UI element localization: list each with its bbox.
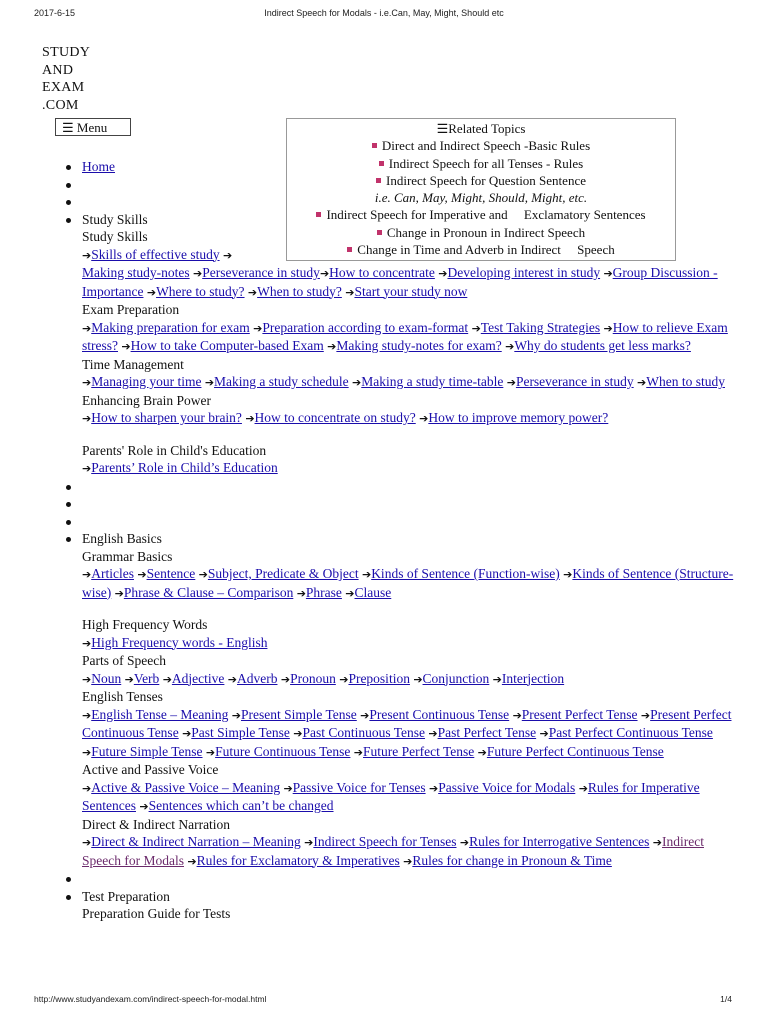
- arrow-icon: ➔: [253, 321, 263, 335]
- arrow-icon: ➔: [227, 672, 237, 686]
- link-developing-interest[interactable]: Developing interest in study: [447, 265, 601, 280]
- arrow-icon: ➔: [222, 248, 233, 262]
- arrow-icon: ➔: [82, 672, 92, 686]
- link-indirect-modals[interactable]: Indirect Speech for Modals: [82, 834, 704, 868]
- link-concentrate-study[interactable]: How to concentrate on study?: [254, 410, 416, 425]
- link-narration-meaning[interactable]: Direct & Indirect Narration – Meaning: [91, 834, 301, 849]
- grammar-heading: Grammar Basics: [82, 548, 173, 564]
- arrow-icon: ➔: [82, 708, 92, 722]
- arrow-icon: ➔: [82, 321, 92, 335]
- arrow-icon: ➔: [82, 636, 92, 650]
- arrow-icon: ➔: [82, 462, 92, 475]
- arrow-icon: ➔: [327, 340, 337, 353]
- link-phrase[interactable]: Phrase: [305, 584, 342, 600]
- link-making-study-notes[interactable]: Making study-notes: [82, 265, 190, 280]
- arrow-icon: ➔: [204, 376, 215, 389]
- print-title: Indirect Speech for Modals - i.e.Can, May, Might, Should etc: [264, 8, 504, 18]
- arrow-icon: ➔: [82, 412, 92, 425]
- nav-item-test-prep: [64, 888, 744, 923]
- brain-links: [82, 409, 744, 428]
- arrow-icon: ➔: [283, 781, 293, 795]
- page-number: 1/4: [720, 994, 732, 1004]
- pos-links: [82, 670, 744, 689]
- tenses-heading: English Tenses: [82, 689, 163, 704]
- nav-item-empty: [64, 193, 744, 211]
- arrow-icon: ➔: [82, 248, 92, 262]
- spacer: [82, 428, 744, 442]
- link-past-continuous[interactable]: Past Continuous Tense: [302, 725, 425, 740]
- arrow-icon: ➔: [82, 568, 92, 581]
- link-future-perfect[interactable]: Future Perfect Tense: [363, 743, 475, 759]
- link-exam-stress[interactable]: How to relieve Exam stress?: [82, 319, 728, 353]
- arrow-icon: ➔: [477, 745, 487, 759]
- nav-item-study-skills: [64, 211, 744, 478]
- link-future-continuous[interactable]: Future Continuous Tense: [215, 743, 351, 759]
- print-url: http://www.studyandexam.com/indirect-speech-for-modal.html: [34, 994, 267, 1004]
- arrow-icon: ➔: [137, 568, 147, 581]
- arrow-icon: ➔: [492, 672, 502, 686]
- arrow-icon: ➔: [82, 781, 92, 795]
- link-skills-effective-study[interactable]: Skills of effective study: [91, 246, 220, 262]
- arrow-icon: ➔: [345, 285, 355, 299]
- link-memory-power[interactable]: How to improve memory power?: [428, 410, 609, 425]
- arrow-icon: ➔: [82, 376, 92, 389]
- menu-button[interactable]: [55, 118, 131, 136]
- arrow-icon: ➔: [293, 727, 303, 740]
- nav-item-empty: [64, 870, 744, 888]
- arrow-icon: ➔: [114, 586, 124, 600]
- home-link[interactable]: Home: [82, 159, 115, 174]
- arrow-icon: ➔: [124, 672, 134, 686]
- link-passive-modals[interactable]: Passive Voice for Modals: [438, 779, 576, 795]
- test-prep-heading: Preparation Guide for Tests: [82, 906, 231, 921]
- link-interrogative-rules[interactable]: Rules for Interrogative Sentences: [469, 834, 650, 849]
- arrow-icon: ➔: [231, 708, 241, 722]
- link-past-perfect[interactable]: Past Perfect Tense: [437, 725, 537, 740]
- related-topics-title[interactable]: ☰Related Topics: [436, 121, 526, 136]
- link-less-marks[interactable]: Why do students get less marks?: [514, 338, 691, 353]
- related-topic-item[interactable]: Direct and Indirect Speech -Basic Rules: [287, 137, 675, 154]
- arrow-icon: ➔: [360, 708, 370, 722]
- arrow-icon: ➔: [187, 854, 197, 868]
- link-pronoun-time[interactable]: Rules for change in Pronoun & Time: [412, 852, 612, 868]
- related-topic-item[interactable]: Indirect Speech for all Tenses - Rules: [287, 155, 675, 172]
- nav-item-empty: [64, 478, 744, 496]
- arrow-icon: ➔: [603, 267, 613, 280]
- site-logo[interactable]: [42, 44, 90, 114]
- arrow-icon: ➔: [247, 285, 258, 299]
- grammar-links: [82, 565, 744, 602]
- link-perseverance-2[interactable]: Perseverance in study: [515, 374, 634, 389]
- arrow-icon: ➔: [352, 376, 362, 389]
- link-exclamatory-rules[interactable]: Rules for Exclamatory & Imperatives: [196, 852, 400, 868]
- link-when-to-study-2[interactable]: When to study: [646, 374, 725, 389]
- study-skills-links: [82, 246, 744, 302]
- arrow-icon: ➔: [361, 568, 372, 581]
- arrow-icon: ➔: [505, 340, 515, 353]
- link-indirect-tenses[interactable]: Indirect Speech for Tenses: [313, 834, 457, 849]
- link-present-perfect[interactable]: Present Perfect Tense: [521, 706, 638, 722]
- link-start-study[interactable]: Start your study now: [354, 283, 468, 299]
- parents-links: [82, 459, 744, 478]
- arrow-icon: ➔: [296, 586, 306, 600]
- main-nav: [64, 158, 744, 923]
- time-mgmt-links: [82, 373, 744, 392]
- related-topic-item[interactable]: Indirect Speech for Question Sentence: [287, 172, 675, 189]
- brain-heading: Enhancing Brain Power: [82, 392, 211, 408]
- parents-heading: Parents' Role in Child's Education: [82, 442, 267, 458]
- link-when-to-study[interactable]: When to study?: [257, 283, 342, 299]
- link-sentence[interactable]: Sentence: [146, 566, 196, 581]
- link-test-strategies[interactable]: Test Taking Strategies: [480, 319, 601, 335]
- arrow-icon: ➔: [182, 727, 192, 740]
- hfw-links: [82, 634, 744, 653]
- pos-heading: Parts of Speech: [82, 653, 166, 668]
- link-subject-predicate[interactable]: Subject, Predicate & Object: [207, 566, 359, 581]
- arrow-icon: ➔: [428, 781, 439, 795]
- study-skills-label: Study Skills: [82, 211, 148, 227]
- narration-heading: Direct & Indirect Narration: [82, 816, 231, 832]
- arrow-icon: ➔: [413, 672, 423, 686]
- arrow-icon: ➔: [506, 376, 516, 389]
- arrow-icon: ➔: [603, 321, 613, 335]
- test-prep-label: Test Preparation: [82, 888, 170, 904]
- arrow-icon: ➔: [345, 586, 355, 600]
- link-exam-notes[interactable]: Making study-notes for exam?: [336, 338, 502, 353]
- arrow-icon: ➔: [438, 267, 448, 280]
- arrow-icon: ➔: [162, 672, 172, 686]
- related-topic-item[interactable]: Indirect Speech for Imperative and Exclamatory Sentences: [287, 206, 675, 223]
- link-conjunction[interactable]: Conjunction: [422, 670, 490, 686]
- time-mgmt-heading: Time Management: [82, 356, 184, 372]
- nav-item-english-basics: [64, 530, 744, 870]
- hamburger-icon: ☰: [436, 121, 449, 136]
- arrow-icon: ➔: [280, 672, 291, 686]
- arrow-icon: ➔: [205, 745, 216, 759]
- link-adverb[interactable]: Adverb: [236, 670, 278, 686]
- link-present-simple[interactable]: Present Simple Tense: [240, 706, 357, 722]
- link-kinds-structure[interactable]: Kinds of Sentence (Structure-wise): [82, 566, 734, 600]
- print-date: 2017-6-15: [34, 8, 76, 18]
- link-interjection[interactable]: Interjection: [501, 670, 565, 686]
- link-how-to-concentrate[interactable]: How to concentrate: [329, 265, 435, 280]
- arrow-icon: ➔: [339, 672, 349, 686]
- arrow-icon: ➔: [121, 340, 131, 353]
- arrow-icon: ➔: [304, 836, 314, 849]
- link-study-schedule[interactable]: Making a study schedule: [214, 374, 349, 389]
- link-phrase-clause[interactable]: Phrase & Clause – Comparison: [123, 584, 294, 600]
- link-parents-role[interactable]: Parents’ Role in Child’s Education: [91, 460, 278, 475]
- narration-links: [82, 833, 744, 870]
- link-sharpen-brain[interactable]: How to sharpen your brain?: [91, 410, 242, 425]
- arrow-icon: ➔: [640, 708, 651, 722]
- link-future-simple[interactable]: Future Simple Tense: [91, 743, 203, 759]
- square-bullet-icon: [372, 143, 377, 148]
- arrow-icon: ➔: [82, 836, 92, 849]
- arrow-icon: ➔: [563, 568, 573, 581]
- arrow-icon: ➔: [198, 568, 208, 581]
- link-adjective[interactable]: Adjective: [171, 670, 225, 686]
- link-preposition[interactable]: Preposition: [348, 670, 410, 686]
- link-group-discussion[interactable]: Group Discussion - Importance: [82, 265, 718, 299]
- arrow-icon: ➔: [403, 854, 413, 868]
- arrow-icon: ➔: [652, 836, 662, 849]
- link-exam-format[interactable]: Preparation according to exam-format: [262, 319, 469, 335]
- arrow-icon: ➔: [139, 800, 149, 813]
- arrow-icon: ➔: [578, 781, 588, 795]
- menu-label: Menu: [76, 120, 108, 135]
- study-skills-heading: Study Skills: [82, 229, 148, 244]
- arrow-icon: ➔: [539, 727, 549, 740]
- exam-prep-links: [82, 319, 744, 356]
- english-basics-label: English Basics: [82, 531, 162, 546]
- link-study-timetable[interactable]: Making a study time-table: [361, 374, 504, 389]
- link-kinds-function[interactable]: Kinds of Sentence (Function-wise): [371, 566, 560, 581]
- arrow-icon: ➔: [353, 745, 364, 759]
- spacer: [82, 602, 744, 616]
- arrow-icon: ➔: [459, 836, 470, 849]
- voice-links: [82, 779, 744, 816]
- link-present-continuous[interactable]: Present Continuous Tense: [369, 706, 510, 722]
- nav-item-empty: [64, 176, 744, 194]
- link-pronoun[interactable]: Pronoun: [290, 670, 336, 686]
- link-articles[interactable]: Articles: [91, 566, 134, 581]
- related-topic-item[interactable]: Change in Time and Adverb in Indirect Speech: [287, 241, 675, 258]
- link-computer-exam[interactable]: How to take Computer-based Exam: [130, 338, 324, 353]
- link-voice-meaning[interactable]: Active & Passive Voice – Meaning: [91, 779, 281, 795]
- logo-line: EXAM: [42, 80, 85, 95]
- link-verb[interactable]: Verb: [133, 670, 160, 686]
- link-future-perfect-continuous[interactable]: Future Perfect Continuous Tense: [486, 743, 664, 759]
- nav-item-empty: [64, 513, 744, 531]
- logo-line: .COM: [42, 97, 79, 113]
- hfw-heading: High Frequency Words: [82, 617, 208, 632]
- link-cant-be-changed[interactable]: Sentences which can’t be changed: [148, 798, 334, 813]
- arrow-icon: ➔: [471, 321, 481, 335]
- logo-line: AND: [42, 62, 74, 78]
- link-present-perfect-continuous[interactable]: Present Perfect Continuous Tense: [82, 706, 732, 740]
- arrow-icon: ➔: [146, 285, 157, 299]
- arrow-icon: ➔: [428, 727, 438, 740]
- link-where-to-study[interactable]: Where to study?: [156, 283, 245, 299]
- link-exam-prep[interactable]: Making preparation for exam: [91, 319, 250, 335]
- nav-item-home: [64, 158, 744, 176]
- arrow-icon: ➔: [637, 376, 647, 389]
- arrow-icon: ➔: [193, 267, 203, 280]
- link-passive-tenses[interactable]: Passive Voice for Tenses: [292, 779, 426, 795]
- nav-item-empty: [64, 495, 744, 513]
- arrow-icon: ➔: [82, 745, 92, 759]
- voice-heading: Active and Passive Voice: [82, 762, 219, 777]
- arrow-icon: ➔: [319, 267, 330, 280]
- hamburger-icon: ☰: [62, 120, 74, 135]
- related-topic-item-current: i.e. Can, May, Might, Should, Might, etc.: [374, 190, 588, 206]
- link-clause[interactable]: Clause: [354, 584, 392, 600]
- exam-prep-heading: Exam Preparation: [82, 302, 180, 317]
- link-imperative-rules[interactable]: Rules for Imperative Sentences: [82, 779, 700, 813]
- link-hfw[interactable]: High Frequency words - English: [91, 634, 268, 650]
- arrow-icon: ➔: [419, 412, 429, 425]
- arrow-icon: ➔: [245, 412, 255, 425]
- link-perseverance[interactable]: Perseverance in study: [202, 265, 320, 280]
- link-past-simple[interactable]: Past Simple Tense: [191, 725, 290, 740]
- link-managing-time[interactable]: Managing your time: [91, 374, 202, 389]
- tenses-links: [82, 706, 744, 762]
- link-tense-meaning[interactable]: English Tense – Meaning: [91, 706, 229, 722]
- logo-line: STUDY: [42, 45, 91, 60]
- related-topic-item[interactable]: Change in Pronoun in Indirect Speech: [287, 224, 675, 241]
- arrow-icon: ➔: [512, 708, 522, 722]
- link-noun[interactable]: Noun: [91, 670, 122, 686]
- link-past-perfect-continuous[interactable]: Past Perfect Continuous Tense: [548, 725, 713, 740]
